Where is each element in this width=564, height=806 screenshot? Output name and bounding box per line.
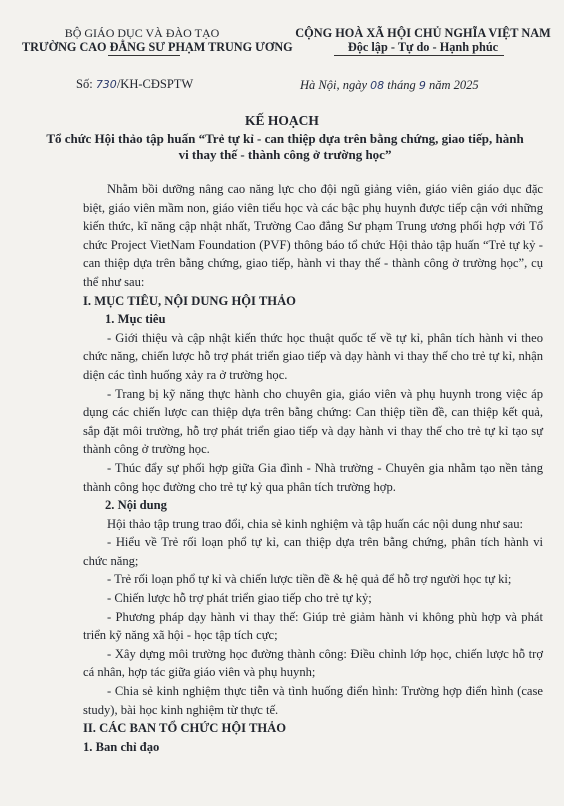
issuer-block <box>22 26 293 54</box>
content-item: - Hiểu về Trẻ rối loạn phổ tự kỉ, can thiệp dựa trên bằng chứng, phân tích hành vi chức năng; <box>83 535 543 568</box>
objective-item: - Giới thiệu và cập nhật kiến thức học thuật quốc tế về tự kỉ, phân tích hành vi theo chức năng, chiến lược hỗ trợ phát triển giao tiếp và dạy hành vi thay thế cho trẻ tự kỉ, nhận diện các tình huống xảy ra ở trường học. <box>83 330 543 382</box>
document-title: KẾ HOẠCH <box>245 113 319 128</box>
subsection-steering-heading: 1. Ban chỉ đạo <box>83 739 160 754</box>
content-item: - Phương pháp dạy hành vi thay thế: Giúp trẻ giảm hành vi không phù hợp và phát triển kỹ năng xã hội - học tập tích cực; <box>83 609 543 643</box>
issuer-underline <box>108 55 180 56</box>
motto-underline <box>334 55 504 56</box>
doc-number-handwritten: 730 <box>95 78 117 91</box>
objective-item: - Thúc đẩy sự phối hợp giữa Gia đình - Nhà trường - Chuyên gia nhằm tạo nền tảng thành công học đường cho trẻ tự kỷ qua phân tích trường hợp. <box>83 460 543 494</box>
month-label: tháng <box>384 78 419 92</box>
document-body <box>83 180 543 756</box>
school-name: TRƯỜNG CAO ĐẲNG SƯ PHẠM TRUNG ƯƠNG <box>22 40 293 54</box>
document-subtitle: Tổ chức Hội thảo tập huấn “Trẻ tự kỉ - can thiệp dựa trên bằng chứng, giao tiếp, hành vi thay thế - thành công ở trường học” <box>46 131 524 162</box>
content-intro-paragraph: Hội thảo tập trung trao đổi, chia sẻ kinh nghiệm và tập huấn các nội dung như sau: <box>107 516 524 531</box>
doc-number-suffix: /KH-CĐSPTW <box>116 77 194 91</box>
content-item: - Chiến lược hỗ trợ phát triển giao tiếp cho trẻ tự kỷ; <box>107 591 372 606</box>
document-number <box>76 77 193 92</box>
year-label: năm 2025 <box>425 78 479 92</box>
place-date <box>300 78 479 93</box>
subsection-objectives-heading: 1. Mục tiêu <box>105 312 166 327</box>
republic-name: CỘNG HOÀ XÃ HỘI CHỦ NGHĨA VIỆT NAM <box>295 26 551 40</box>
content-item: - Xây dựng môi trường học đường thành công: Điều chỉnh lớp học, chiến lược hỗ trợ cá nhân, hợp tác giữa giáo viên và phụ huynh; <box>83 646 543 680</box>
objective-item: - Trang bị kỹ năng thực hành cho chuyên gia, giáo viên và phụ huynh trong việc áp dụng các chiến lược can thiệp dựa trên bằng chứng: Can thiệp tiền đề, can thiệp kết quả, sắp đặt môi trường, hỗ trợ phát triển giao tiếp và dạy hành vi thay thế cho trẻ tự kỉ tạo sự thành công ở trường học. <box>83 386 543 457</box>
national-header <box>292 26 554 54</box>
subsection-content-heading: 2. Nội dung <box>105 498 167 513</box>
ministry-name: BỘ GIÁO DỤC VÀ ĐÀO TẠO <box>64 26 220 40</box>
section-1-heading: I. MỤC TIÊU, NỘI DUNG HỘI THẢO <box>83 293 296 308</box>
section-2-heading: II. CÁC BAN TỔ CHỨC HỘI THẢO <box>83 721 287 736</box>
content-item: - Chia sẻ kinh nghiệm thực tiễn và tình huống điển hình: Trường hợp điển hình (case study), bài học kinh nghiệm từ thực tế. <box>83 684 543 717</box>
month-handwritten: 9 <box>418 79 426 92</box>
content-item: - Trẻ rối loạn phổ tự kỉ và chiến lược tiền đề & hệ quả để hỗ trợ người học tự kỉ; <box>107 572 512 587</box>
national-motto: Độc lập - Tự do - Hạnh phúc <box>347 40 499 54</box>
day-handwritten: 08 <box>370 79 385 92</box>
intro-paragraph: Nhằm bồi dưỡng nâng cao năng lực cho đội ngũ giảng viên, giáo viên giáo dục đặc biệt, giáo viên mầm non, giáo viên tiểu học và các bậc phụ huynh được tiếp cận với những kiến thức, kĩ năng cập nhật nhất, Trường Cao đẳng Sư phạm Trung ương phối hợp với Tổ chức Project VietNam Foundation (PVF) thông báo tổ chức Hội thảo tập huấn “Trẻ tự kỷ - can thiệp dựa trên bằng chứng, giao tiếp, hành vi thay thế - thành công ở trường học”, cụ thể như sau: <box>83 182 543 289</box>
place-prefix: Hà Nội, ngày <box>300 78 371 92</box>
doc-number-prefix: Số: <box>76 77 96 91</box>
